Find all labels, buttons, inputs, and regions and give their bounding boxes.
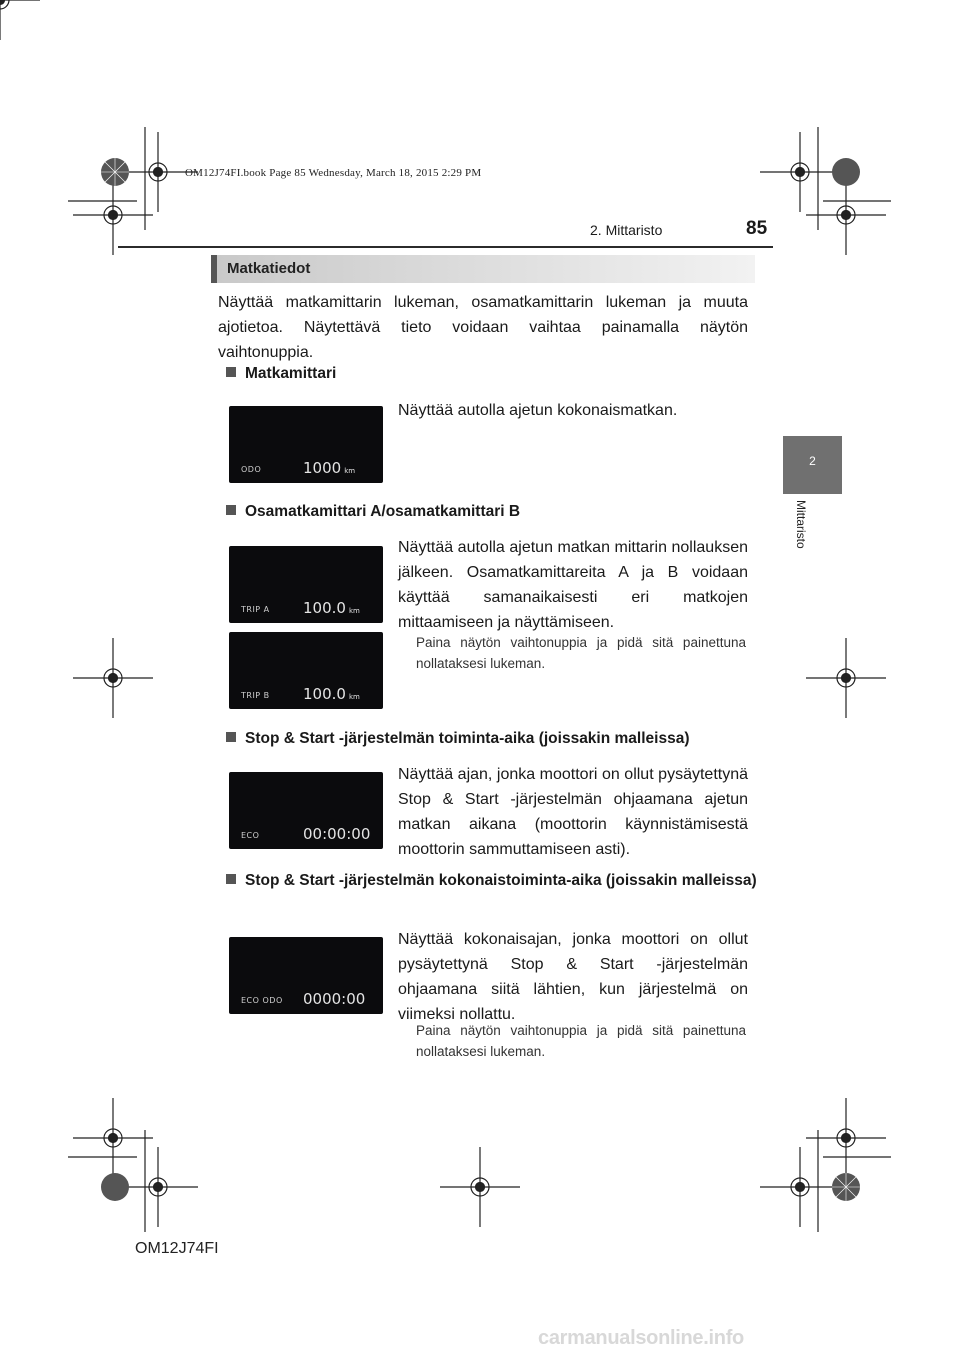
chapter-tab-label: Mittaristo <box>794 500 808 549</box>
subheading-stop-start-total: Stop & Start -järjestelmän kokonaistoiminta-aika (joissakin malleissa) <box>226 869 765 893</box>
trip-a-display <box>229 546 383 623</box>
display-value: 100.0 km <box>303 599 360 617</box>
bullet-square-icon <box>226 874 236 884</box>
subheading-trip-meter: Osamatkamittari A/osamatkamittari B <box>226 500 746 524</box>
trip-meter-text: Näyttää autolla ajetun matkan mittarin nollauksen jälkeen. Osamatkamittareita A ja B voidaan käyttää samanaikaisesti eri matkojen mittaamiseen ja näyttämiseen. <box>398 539 748 631</box>
stop-start-total-note: Paina näytön vaihtonuppia ja pidä sitä painettuna nollataksesi lukeman. <box>416 1023 746 1059</box>
display-label: ODO <box>241 465 262 474</box>
book-info-line: OM12J74FI.book Page 85 Wednesday, March 18, 2015 2:29 PM <box>185 167 482 179</box>
display-label: TRIP A <box>241 605 270 614</box>
chapter-tab <box>783 436 842 494</box>
trip-b-display <box>229 632 383 709</box>
bullet-square-icon <box>226 367 236 377</box>
page-number: 85 <box>746 218 768 239</box>
header-rule <box>118 246 773 248</box>
trip-meter-note: Paina näytön vaihtonuppia ja pidä sitä painettuna nollataksesi lukeman. <box>416 635 746 671</box>
stop-start-total-text: Näyttää kokonaisajan, jonka moottori on ollut pysäytettynä Stop & Start -järjestelmän ohjaamana siitä lähtien, kun järjestelmä on viimeksi nollattu. <box>398 931 748 1023</box>
subheading-odometer: Matkamittari <box>226 362 746 386</box>
stop-start-time-text: Näyttää ajan, jonka moottori on ollut pysäytettynä Stop & Start -järjestelmän ohjaamana ajetun matkan aikana (moottorin käynnistämisestä moottorin sammuttamiseen asti). <box>398 766 748 858</box>
display-label: ECO ODO <box>241 996 283 1005</box>
display-value: 0000:00 <box>303 990 366 1008</box>
manual-code: OM12J74FI <box>135 1240 219 1257</box>
watermark-text: carmanualsonline.info <box>538 1327 744 1349</box>
odometer-text: Näyttää autolla ajetun kokonaismatkan. <box>398 402 678 419</box>
section-title: Matkatiedot <box>227 260 311 277</box>
subheading-stop-start-time: Stop & Start -järjestelmän toiminta-aika (joissakin malleissa) <box>226 727 746 751</box>
running-header-section: 2. Mittaristo <box>590 222 663 238</box>
display-label: TRIP B <box>241 691 270 700</box>
chapter-tab-number: 2 <box>809 454 816 468</box>
bullet-square-icon <box>226 732 236 742</box>
display-label: ECO <box>241 831 260 840</box>
bullet-square-icon <box>226 505 236 515</box>
display-value: 100.0 km <box>303 685 360 703</box>
display-value: 00:00:00 <box>303 825 371 843</box>
display-value: 1000 km <box>303 459 356 477</box>
eco-time-display <box>229 772 383 849</box>
eco-odo-display <box>229 937 383 1014</box>
intro-paragraph: Näyttää matkamittarin lukeman, osamatkamittarin lukeman ja muuta ajotietoa. Näytettävä tieto voidaan vaihtaa painamalla näytön vaihtonuppia. <box>218 294 748 361</box>
section-title-bar <box>211 255 755 283</box>
odometer-display <box>229 406 383 483</box>
